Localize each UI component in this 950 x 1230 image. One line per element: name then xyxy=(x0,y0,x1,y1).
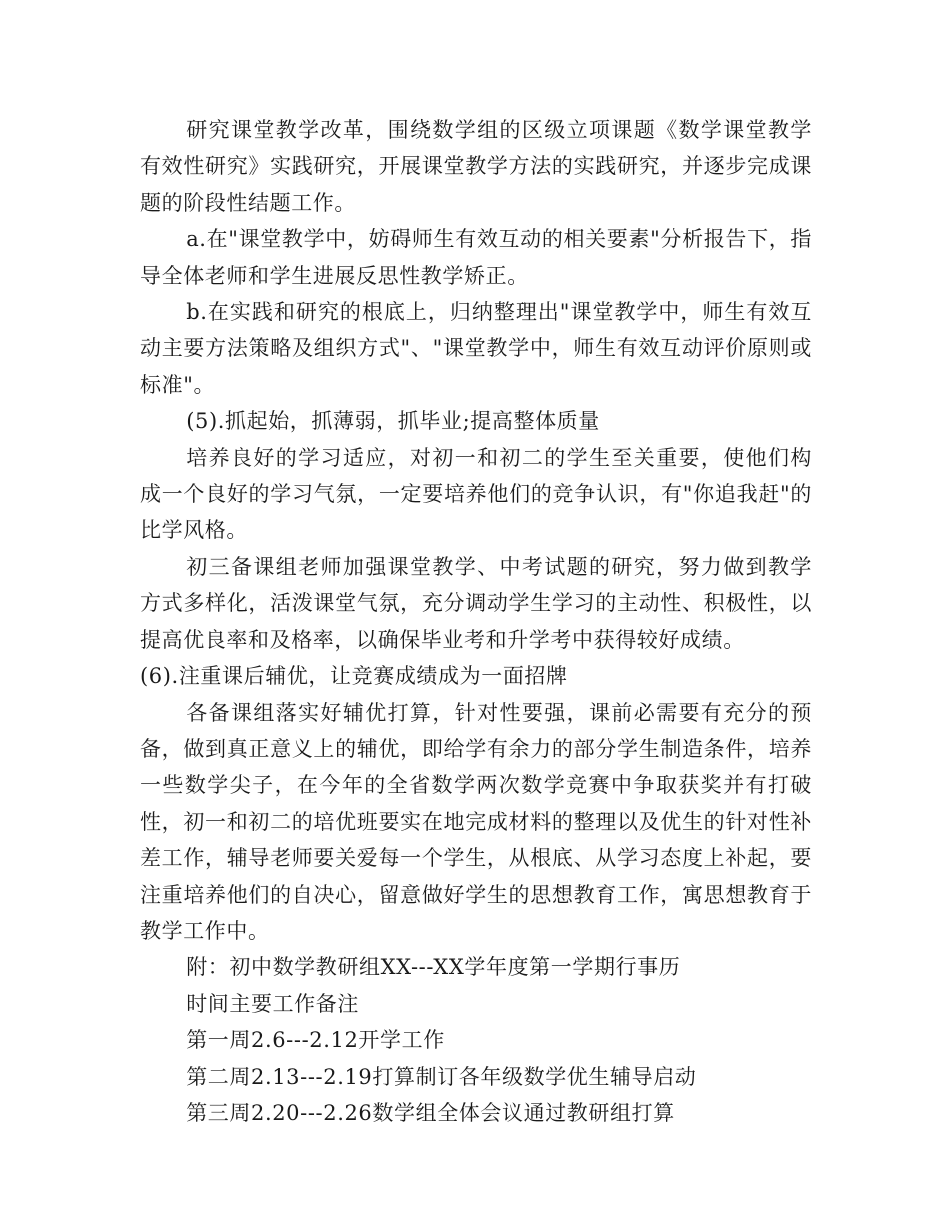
section-heading-6: (6).注重课后辅优，让竞赛成绩成为一面招牌 xyxy=(140,664,568,689)
schedule-week-1: 第一周2.6---2.12开学工作 xyxy=(186,1028,445,1053)
paragraph-grade-three: 初三备课组老师加强课堂教学、中考试题的研究，努力做到教学方式多样化，活泼课堂气氛，充分调动学生学习的主动性、积极性，以提高优良率和及格率，以确保毕业考和升学考中获得较好成绩。 xyxy=(140,554,812,652)
schedule-week-3: 第三周2.20---2.26数学组全体会议通过教研组打算 xyxy=(186,1100,675,1125)
paragraph-item-b: b.在实践和研究的根底上，归纳整理出"课堂教学中，师生有效互动主要方法策略及组织方式"、"课堂教学中，师生有效互动评价原则或标准"。 xyxy=(140,300,812,397)
schedule-week-2: 第二周2.13---2.19打算制订各年级数学优生辅导启动 xyxy=(186,1064,697,1089)
paragraph-study-habits: 培养良好的学习适应，对初一和初二的学生至关重要，使他们构成一个良好的学习气氛，一定要培养他们的竞争认识，有"你追我赶"的比学风格。 xyxy=(140,445,812,543)
schedule-header: 时间主要工作备注 xyxy=(186,991,359,1016)
document-body xyxy=(140,112,812,1131)
paragraph-research-reform: 研究课堂教学改革，围绕数学组的区级立项课题《数学课堂教学有效性研究》实践研究，开展课堂教学方法的实践研究，并逐步完成课题的阶段性结题工作。 xyxy=(140,118,812,215)
paragraph-item-a: a.在"课堂教学中，妨碍师生有效互动的相关要素"分析报告下，指导全体老师和学生进展反思性教学矫正。 xyxy=(140,227,812,288)
appendix-title: 附：初中数学教研组XX---XX学年度第一学期行事历 xyxy=(186,955,681,980)
paragraph-tutoring: 各备课组落实好辅优打算，针对性要强，课前必需要有充分的预备，做到真正意义上的辅优，即给学有余力的部分学生制造条件，培养一些数学尖子，在今年的全省数学两次数学竞赛中争取获奖并有打破性，初一和初二的培优班要实在地完成材料的整理以及优生的针对性补差工作，辅导老师要关爱每一个学生，从根底、从学习态度上补起，要注重培养他们的自决心，留意做好学生的思想教育工作，寓思想教育于教学工作中。 xyxy=(140,700,812,943)
section-heading-5: (5).抓起始，抓薄弱，抓毕业;提高整体质量 xyxy=(186,409,600,434)
